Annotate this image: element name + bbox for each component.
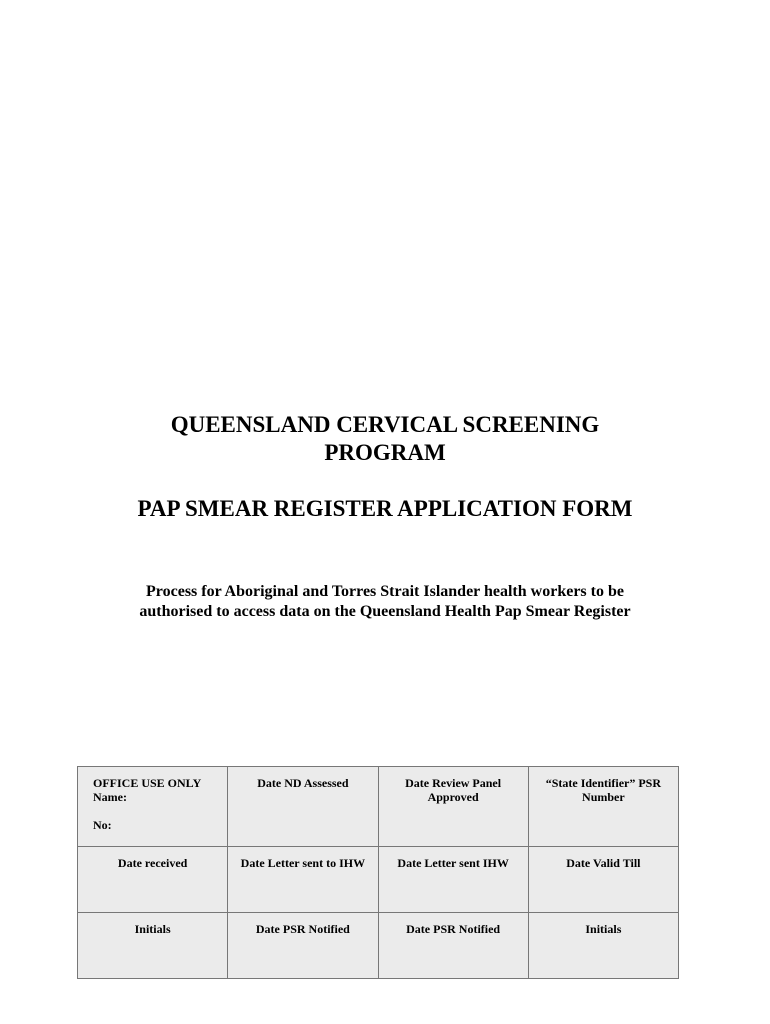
initials-cell-1[interactable] — [78, 913, 228, 979]
date-valid-till-label: Date Valid Till — [566, 856, 641, 870]
process-description-line-2: authorised to access data on the Queensland Health Pap Smear Register — [139, 603, 631, 620]
initials-label-2: Initials — [585, 922, 622, 936]
date-review-panel-label-line-2: Approved — [427, 790, 479, 804]
date-letter-sent-ihw-label: Date Letter sent IHW — [397, 856, 509, 870]
date-letter-sent-ihw-cell[interactable] — [378, 847, 528, 913]
date-review-panel-cell[interactable] — [378, 767, 528, 847]
date-nd-assessed-cell[interactable] — [228, 767, 378, 847]
program-title-line-1: QUEENSLAND CERVICAL SCREENING — [170, 412, 600, 437]
state-identifier-label-line-1: “State Identifier” PSR — [545, 776, 662, 790]
process-description-line-1: Process for Aboriginal and Torres Strait Islander health workers to be — [146, 583, 624, 600]
date-psr-notified-label-2: Date PSR Notified — [406, 922, 501, 936]
state-identifier-cell[interactable] — [528, 767, 678, 847]
office-use-label: OFFICE USE ONLY — [93, 776, 202, 790]
date-psr-notified-cell-1[interactable] — [228, 913, 378, 979]
table-row — [78, 767, 679, 847]
state-identifier-label-line-2: Number — [582, 790, 625, 804]
office-use-table — [77, 766, 679, 979]
date-received-cell[interactable] — [78, 847, 228, 913]
initials-cell-2[interactable] — [528, 913, 678, 979]
date-psr-notified-cell-2[interactable] — [378, 913, 528, 979]
date-letter-sent-to-ihw-label: Date Letter sent to IHW — [240, 856, 366, 870]
no-label: No: — [93, 818, 112, 832]
date-review-panel-label-line-1: Date Review Panel — [405, 776, 502, 790]
date-psr-notified-label-1: Date PSR Notified — [255, 922, 350, 936]
date-valid-till-cell[interactable] — [528, 847, 678, 913]
date-received-label: Date received — [117, 856, 188, 870]
office-use-cell — [78, 767, 228, 847]
initials-label-1: Initials — [134, 922, 171, 936]
program-title-line-2: PROGRAM — [324, 440, 446, 465]
table-row — [78, 913, 679, 979]
name-label: Name: — [93, 790, 127, 804]
date-nd-assessed-label: Date ND Assessed — [257, 776, 349, 790]
date-letter-sent-to-ihw-cell[interactable] — [228, 847, 378, 913]
form-title: PAP SMEAR REGISTER APPLICATION FORM — [137, 496, 633, 521]
table-row — [78, 847, 679, 913]
